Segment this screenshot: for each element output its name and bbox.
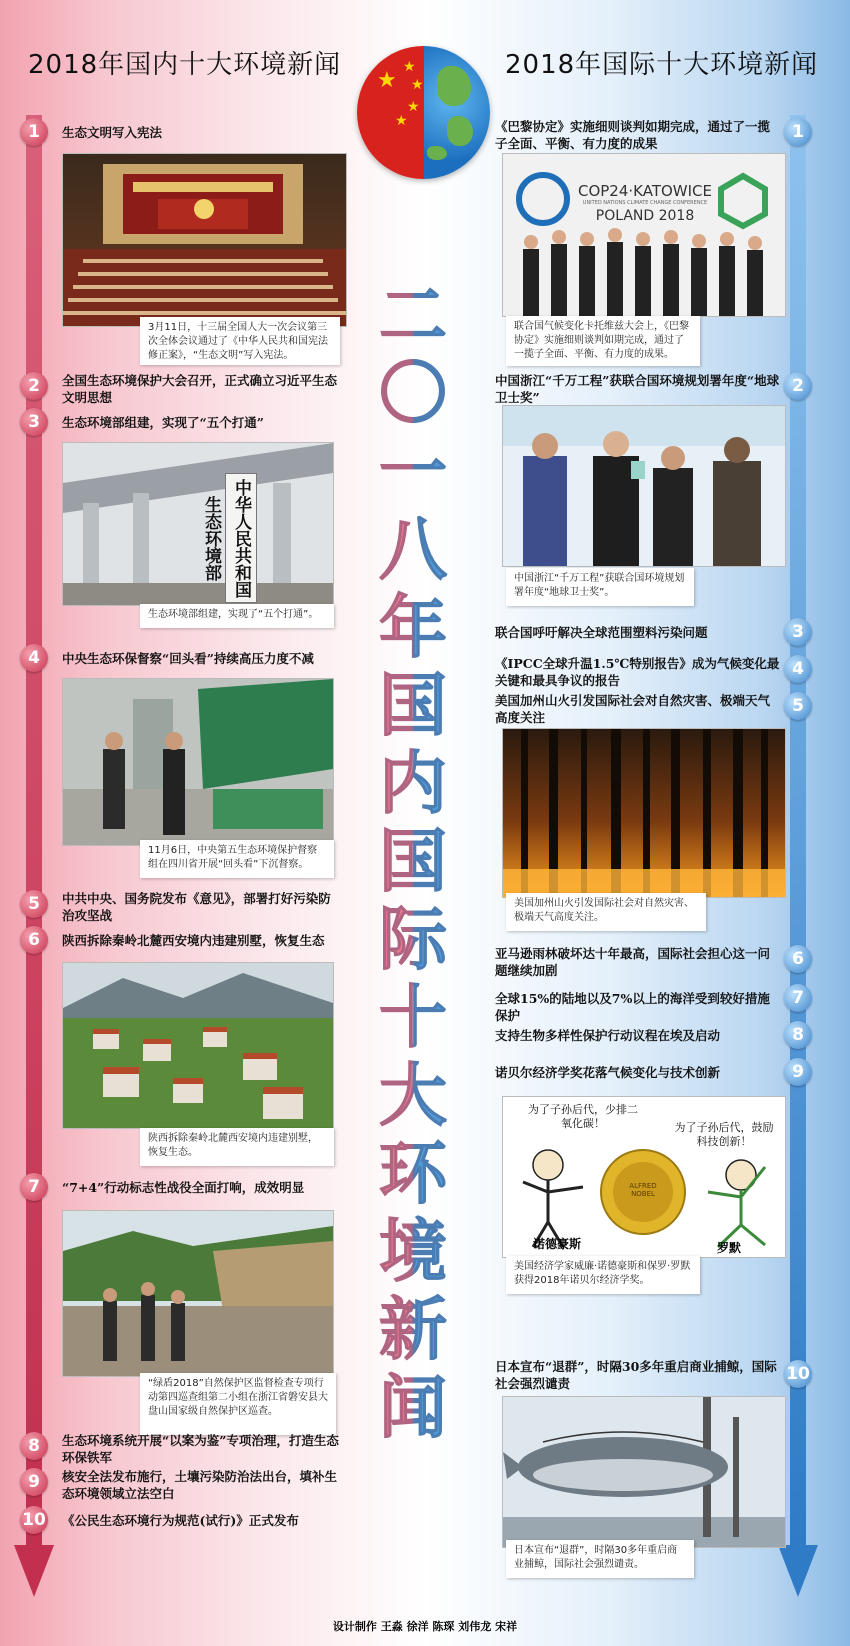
right-arrow-head-icon xyxy=(778,1545,818,1597)
npc-hall-photo xyxy=(62,153,347,327)
center-title-char: 国 xyxy=(370,668,456,746)
domestic-item-6: 陕西拆除秦岭北麓西安境内违建别墅，恢复生态 xyxy=(62,933,325,948)
right-timeline-arrow xyxy=(790,115,806,1545)
domestic-number-badge: 3 xyxy=(20,408,48,436)
center-title-char: 闻 xyxy=(370,1370,456,1448)
international-number-badge: 3 xyxy=(784,618,812,646)
domestic-number-badge: 10 xyxy=(20,1506,48,1534)
domestic-item-7: “7+4”行动标志性战役全面打响，成效明显 xyxy=(62,1180,305,1195)
domestic-item-1: 生态文明写入宪法 xyxy=(62,125,163,140)
international-caption-9: 美国经济学家威廉·诺德豪斯和保罗·罗默获得2018年诺贝尔经济学奖。 xyxy=(506,1256,700,1294)
nobel-cartoon xyxy=(502,1096,786,1258)
international-number-badge: 6 xyxy=(784,945,812,973)
speech-bubble-left: 为了子孙后代，少排二氧化碳！ xyxy=(528,1103,638,1130)
left-timeline-arrow xyxy=(26,115,42,1545)
international-item-1: 《巴黎协定》实施细则谈判如期完成，通过了一揽子全面、平衡、有力度的成果 xyxy=(495,119,771,151)
center-title-char: 一 xyxy=(370,434,456,512)
center-title-char: 际 xyxy=(370,902,456,980)
center-title-char: 境 xyxy=(370,1214,456,1292)
domestic-caption-4: 11月6日，中央第五生态环境保护督察组在四川省开展“回头看”下沉督察。 xyxy=(140,840,334,878)
qinling-villas-photo xyxy=(62,962,334,1129)
international-item-5: 美国加州山火引发国际社会对自然灾害、极端天气高度关注 xyxy=(495,693,771,725)
domestic-item-4: 中央生态环保督察“回头看”持续高压力度不减 xyxy=(62,651,314,666)
left-arrow-head-icon xyxy=(14,1545,54,1597)
international-number-badge: 2 xyxy=(784,372,812,400)
green-shield-photo xyxy=(62,1210,334,1377)
international-caption-5: 美国加州山火引发国际社会对自然灾害、极端天气高度关注。 xyxy=(506,893,706,931)
international-item-4: 《IPCC全球升温1.5℃特别报告》成为气候变化最关键和最具争议的报告 xyxy=(495,656,780,688)
international-item-8: 支持生物多样性保护行动议程在埃及启动 xyxy=(495,1028,721,1043)
center-title-char: 〇 xyxy=(370,356,456,434)
international-number-badge: 5 xyxy=(784,692,812,720)
cop24-banner-place: POLAND 2018 xyxy=(595,208,695,224)
center-title-char: 新 xyxy=(370,1292,456,1370)
label-nordhaus: 诺德豪斯 xyxy=(533,1237,582,1251)
california-wildfire-photo xyxy=(502,728,786,898)
international-number-badge: 9 xyxy=(784,1058,812,1086)
international-number-badge: 7 xyxy=(784,984,812,1012)
label-romer: 罗默 xyxy=(717,1241,742,1255)
nobel-medal-text: ALFRED NOBEL xyxy=(629,1182,657,1198)
international-number-badge: 10 xyxy=(784,1360,812,1388)
domestic-item-8: 生态环境系统开展“以案为鉴”专项治理，打造生态环保铁军 xyxy=(62,1433,339,1465)
domestic-number-badge: 8 xyxy=(20,1432,48,1460)
international-caption-2: 中国浙江“千万工程”获联合国环境规划署年度“地球卫士奖”。 xyxy=(506,568,694,606)
domestic-number-badge: 1 xyxy=(20,118,48,146)
international-title: 2018年国际十大环境新闻 xyxy=(505,50,819,80)
domestic-caption-6: 陕西拆除秦岭北麓西安境内违建别墅，恢复生态。 xyxy=(140,1128,334,1166)
domestic-number-badge: 2 xyxy=(20,372,48,400)
international-number-badge: 1 xyxy=(784,118,812,146)
domestic-item-5: 中共中央、国务院发布《意见》，部署打好污染防治攻坚战 xyxy=(62,891,331,923)
center-title-char: 大 xyxy=(370,1058,456,1136)
international-item-6: 亚马逊雨林破坏达十年最高，国际社会担心这一问题继续加剧 xyxy=(495,946,771,978)
international-caption-1: 联合国气候变化卡托维兹大会上，《巴黎协定》实施细则谈判如期完成，通过了一揽子全面、平衡、有力度的成果。 xyxy=(506,316,700,366)
ministry-sign: 中华人民共和国生态环境部 xyxy=(225,473,257,603)
domestic-item-9: 核安全法发布施行，土壤污染防治法出台，填补生态环境领域立法空白 xyxy=(62,1469,338,1501)
center-title-char: 环 xyxy=(370,1136,456,1214)
center-title-char: 国 xyxy=(370,824,456,902)
earth-award-photo xyxy=(502,405,786,567)
speech-bubble-right: 为了子孙后代，鼓励科技创新！ xyxy=(674,1121,774,1148)
domestic-caption-1: 3月11日，十三届全国人大一次会议第三次全体会议通过了《中华人民共和国宪法修正案》，“生态文明”写入宪法。 xyxy=(140,317,340,365)
domestic-number-badge: 6 xyxy=(20,926,48,954)
domestic-number-badge: 7 xyxy=(20,1173,48,1201)
domestic-title: 2018年国内十大环境新闻 xyxy=(28,50,342,80)
center-title-char: 二 xyxy=(370,278,456,356)
international-item-2: 中国浙江“千万工程”获联合国环境规划署年度“地球卫士奖” xyxy=(495,373,780,405)
inspection-photo xyxy=(62,678,334,846)
domestic-number-badge: 9 xyxy=(20,1468,48,1496)
domestic-caption-3: 生态环境部组建，实现了“五个打通”。 xyxy=(140,604,334,628)
international-item-3: 联合国呼吁解决全球范围塑料污染问题 xyxy=(495,625,708,640)
domestic-item-3: 生态环境部组建，实现了“五个打通” xyxy=(62,415,264,430)
ministry-building-photo xyxy=(62,442,334,606)
center-title-char: 八 xyxy=(370,512,456,590)
international-item-7: 全球15%的陆地以及7%以上的海洋受到较好措施保护 xyxy=(495,991,770,1023)
international-number-badge: 8 xyxy=(784,1021,812,1049)
design-credit: 设计制作 王淼 徐洋 陈琛 刘伟龙 宋祥 xyxy=(332,1620,518,1633)
domestic-item-2: 全国生态环境保护大会召开，正式确立习近平生态文明思想 xyxy=(62,373,338,405)
domestic-number-badge: 4 xyxy=(20,644,48,672)
cop24-banner-title: COP24·KATOWICE xyxy=(577,182,713,200)
international-number-badge: 4 xyxy=(784,655,812,683)
globe-flag-icon: ★ ★ ★ ★ ★ xyxy=(357,46,490,179)
center-title-char: 年 xyxy=(370,590,456,668)
domestic-number-badge: 5 xyxy=(20,890,48,918)
international-item-10: 日本宣布“退群”，时隔30多年重启商业捕鲸，国际社会强烈谴责 xyxy=(495,1359,777,1391)
domestic-caption-7: “绿盾2018”自然保护区监督检查专项行动第四巡查组第二小组在浙江省磐安县大盘山国家级自然保护区巡查。 xyxy=(140,1373,336,1435)
cop24-photo xyxy=(502,153,786,317)
international-caption-10: 日本宣布“退群”，时隔30多年重启商业捕鲸，国际社会强烈谴责。 xyxy=(506,1540,694,1578)
center-title-char: 内 xyxy=(370,746,456,824)
domestic-item-10: 《公民生态环境行为规范(试行)》正式发布 xyxy=(62,1513,299,1528)
international-item-9: 诺贝尔经济学奖花落气候变化与技术创新 xyxy=(495,1065,721,1080)
whaling-photo xyxy=(502,1396,786,1548)
cop24-banner-sub: UNITED NATIONS CLIMATE CHANGE CONFERENCE xyxy=(582,200,708,206)
center-title-char: 十 xyxy=(370,980,456,1058)
